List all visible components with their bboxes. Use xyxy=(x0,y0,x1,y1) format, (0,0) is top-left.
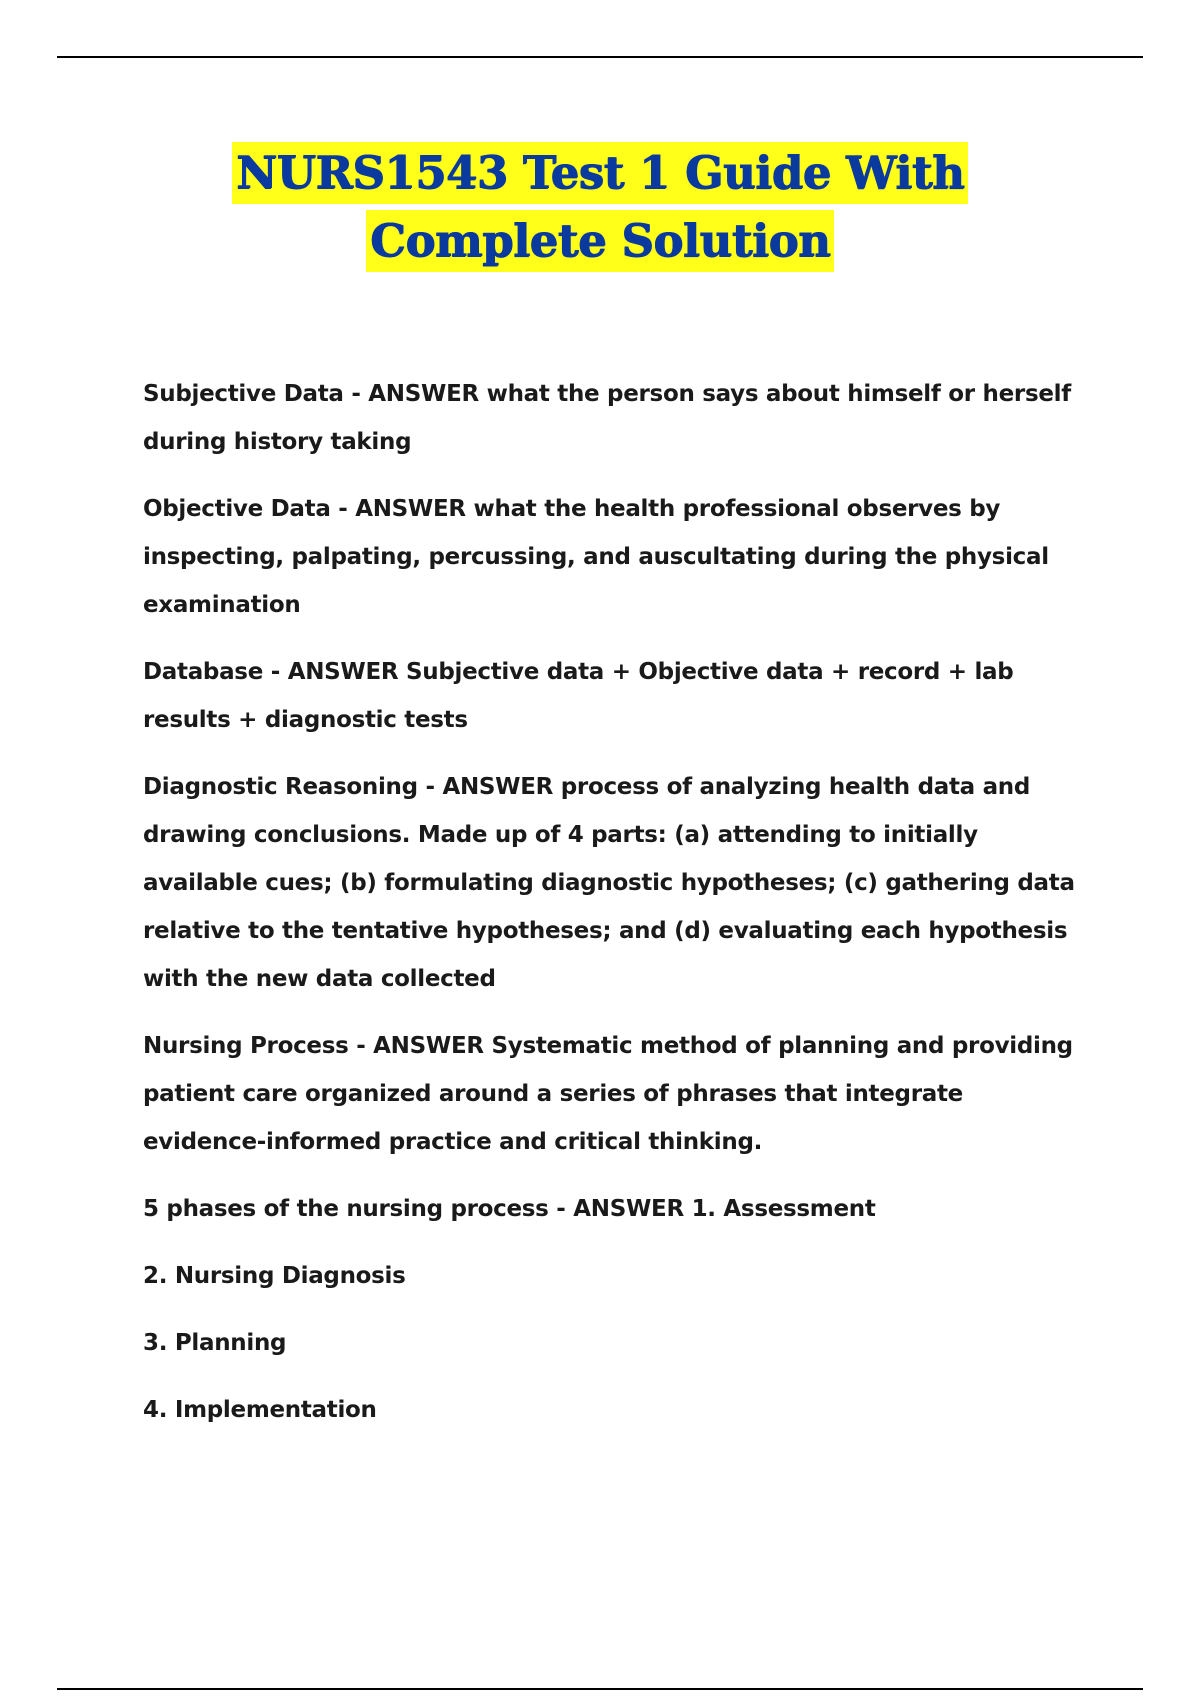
entry-separator: - xyxy=(348,1033,374,1059)
entry-answer: Subjective data + Objective data + record + lab results + diagnostic tests xyxy=(143,659,1014,733)
entry-answer: Systematic method of planning and providing patient care organized around a series of phrases that integrate evidence-informed practice and critical thinking. xyxy=(143,1033,1073,1155)
qa-entry-nursing-process xyxy=(143,1022,1093,1166)
entry-term: 5 phases of the nursing process xyxy=(143,1196,549,1222)
entry-term: Database xyxy=(143,659,264,685)
qa-entry-nursing-phases xyxy=(143,1185,1093,1233)
phase-list-item: 4. Implementation xyxy=(143,1397,377,1423)
entry-answer: what the health professional observes by inspecting, palpating, percussing, and auscultating during the physical examination xyxy=(143,496,1049,618)
answer-label: ANSWER xyxy=(373,1033,484,1059)
entry-answer: process of analyzing health data and drawing conclusions. Made up of 4 parts: (a) attending to initially available cues; (b) formulating diagnostic hypotheses; (c) gathering data relative to the tentative hypotheses; and (d) evaluating each hypothesis with the new data collected xyxy=(143,774,1075,992)
entry-separator: - xyxy=(417,774,443,800)
entry-separator: - xyxy=(263,659,288,685)
phase-list-item: 2. Nursing Diagnosis xyxy=(143,1263,406,1289)
qa-entry-database xyxy=(143,648,1093,744)
footer-rule xyxy=(57,1688,1143,1690)
entry-separator: - xyxy=(330,496,356,522)
qa-entry-diagnostic-reasoning xyxy=(143,763,1093,1003)
answer-label: ANSWER xyxy=(368,381,479,407)
entry-separator: - xyxy=(343,381,369,407)
answer-label: ANSWER xyxy=(287,659,399,685)
qa-entry-subjective-data xyxy=(143,370,1093,466)
page-title xyxy=(0,142,1200,272)
answer-label: ANSWER xyxy=(355,496,466,522)
answer-label: ANSWER xyxy=(442,774,554,800)
answer-label: ANSWER xyxy=(573,1196,684,1222)
entry-term: Diagnostic Reasoning xyxy=(143,774,418,800)
phase-list-item: 3. Planning xyxy=(143,1330,287,1356)
entry-separator: - xyxy=(548,1196,574,1222)
title-line-2: Complete Solution xyxy=(366,210,834,272)
header-rule xyxy=(57,56,1143,58)
document-body xyxy=(143,370,1093,1453)
entry-term: Subjective Data xyxy=(143,381,344,407)
entry-answer: what the person says about himself or herself during history taking xyxy=(143,381,1071,455)
qa-entry-objective-data xyxy=(143,485,1093,629)
title-line-1: NURS1543 Test 1 Guide With xyxy=(232,142,968,204)
entry-term: Nursing Process xyxy=(143,1033,349,1059)
entry-term: Objective Data xyxy=(143,496,331,522)
entry-answer: 1. Assessment xyxy=(691,1196,876,1222)
